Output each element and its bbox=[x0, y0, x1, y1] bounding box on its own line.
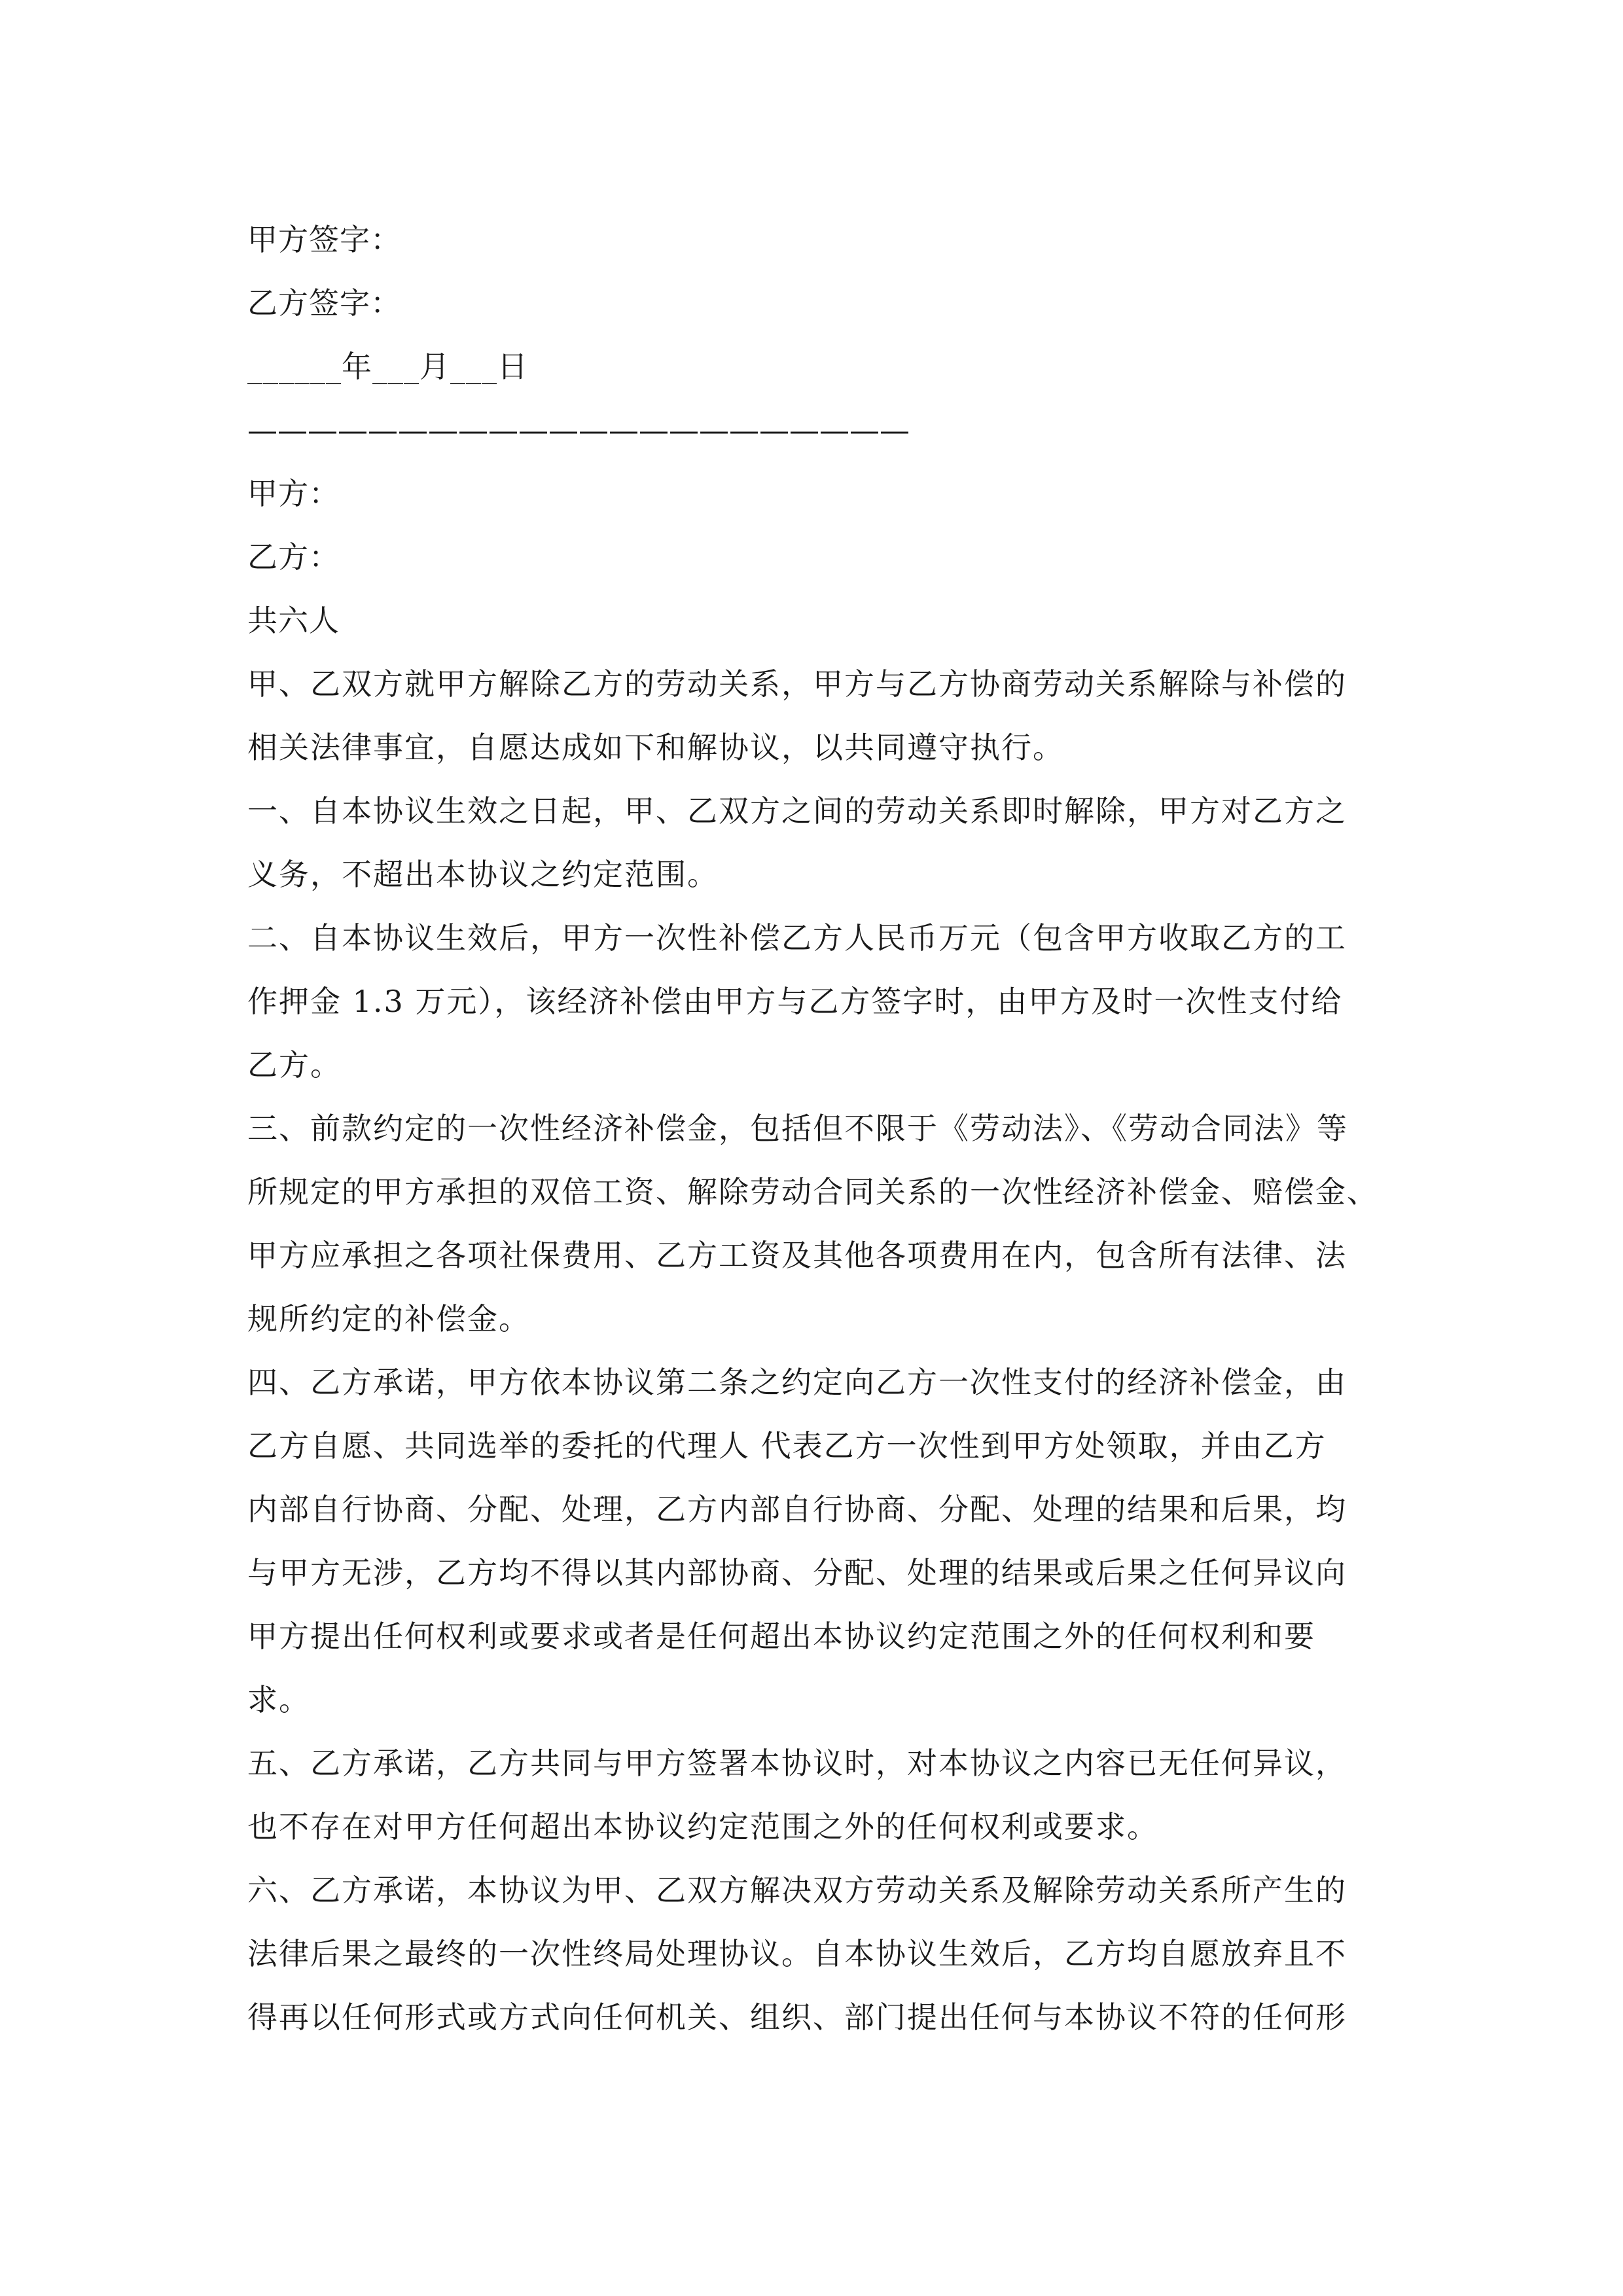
paragraph-intro bbox=[247, 653, 1399, 780]
paragraph-line: 义务，不超出本协议之约定范围。 bbox=[247, 857, 719, 892]
paragraph-line: 六、乙方承诺，本协议为甲、乙双方解决双方劳动关系及解除劳动关系所产生的 bbox=[247, 1873, 1347, 1908]
paragraph-line: 甲、乙双方就甲方解除乙方的劳动关系，甲方与乙方协商劳动关系解除与补偿的 bbox=[247, 666, 1347, 702]
clause-4 bbox=[247, 1351, 1399, 1732]
party-b-signature-label: 乙方签字： bbox=[247, 285, 401, 321]
paragraph-line: 乙方。 bbox=[247, 1047, 342, 1083]
paragraph-line: 三、前款约定的一次性经济补偿金，包括但不限于《劳动法》、《劳动合同法》等 bbox=[247, 1111, 1348, 1146]
paragraph-line: 相关法律事宜，自愿达成如下和解协议，以共同遵守执行。 bbox=[247, 730, 1064, 765]
clause-1 bbox=[247, 780, 1399, 906]
paragraph-line: 二、自本协议生效后，甲方一次性补偿乙方人民币万元（包含甲方收取乙方的工 bbox=[247, 920, 1347, 956]
paragraph-line: 法律后果之最终的一次性终局处理协议。自本协议生效后，乙方均自愿放弃且不 bbox=[247, 1936, 1347, 1971]
clause-5 bbox=[247, 1732, 1399, 1859]
document-body bbox=[247, 208, 1399, 2049]
party-b-label: 乙方： bbox=[247, 539, 340, 575]
paragraph-line: 作押金 1.3 万元），该经济补偿由甲方与乙方签字时，由甲方及时一次性支付给 bbox=[247, 984, 1343, 1019]
party-a-label: 甲方： bbox=[247, 476, 340, 511]
paragraph-line: 五、乙方承诺，乙方共同与甲方签署本协议时，对本协议之内容已无任何异议， bbox=[247, 1746, 1347, 1781]
paragraph-line: 求。 bbox=[247, 1682, 310, 1717]
clause-6 bbox=[247, 1859, 1399, 2049]
party-a-signature-label: 甲方签字： bbox=[247, 222, 401, 257]
paragraph-line: 得再以任何形式或方式向任何机关、组织、部门提出任何与本协议不符的任何形 bbox=[247, 2000, 1347, 2035]
paragraph-line: 乙方自愿、共同选举的委托的代理人 代表乙方一次性到甲方处领取，并由乙方 bbox=[247, 1428, 1327, 1463]
paragraph-line: 规所约定的补偿金。 bbox=[247, 1301, 530, 1336]
paragraph-line: 内部自行协商、分配、处理，乙方内部自行协商、分配、处理的结果和后果，均 bbox=[247, 1492, 1347, 1527]
paragraph-line: 也不存在对甲方任何超出本协议约定范围之外的任何权利或要求。 bbox=[247, 1809, 1158, 1844]
paragraph-line: 甲方应承担之各项社保费用、乙方工资及其他各项费用在内，包含所有法律、法 bbox=[247, 1238, 1347, 1273]
divider: —————————————————————— bbox=[247, 412, 910, 448]
paragraph-line: 四、乙方承诺，甲方依本协议第二条之约定向乙方一次性支付的经济补偿金，由 bbox=[247, 1365, 1347, 1400]
clause-2 bbox=[247, 906, 1399, 1097]
date-line: ______年___月___日 bbox=[247, 349, 528, 384]
paragraph-line: 甲方提出任何权利或要求或者是任何超出本协议约定范围之外的任何权利和要 bbox=[247, 1619, 1315, 1654]
paragraph-line: 一、自本协议生效之日起，甲、乙双方之间的劳动关系即时解除，甲方对乙方之 bbox=[247, 793, 1347, 829]
clause-3 bbox=[247, 1097, 1399, 1351]
paragraph-line: 所规定的甲方承担的双倍工资、解除劳动合同关系的一次性经济补偿金、赔偿金、 bbox=[247, 1174, 1378, 1210]
paragraph-line: 与甲方无涉，乙方均不得以其内部协商、分配、处理的结果或后果之任何异议向 bbox=[247, 1555, 1347, 1590]
party-count: 共六人 bbox=[247, 603, 340, 638]
